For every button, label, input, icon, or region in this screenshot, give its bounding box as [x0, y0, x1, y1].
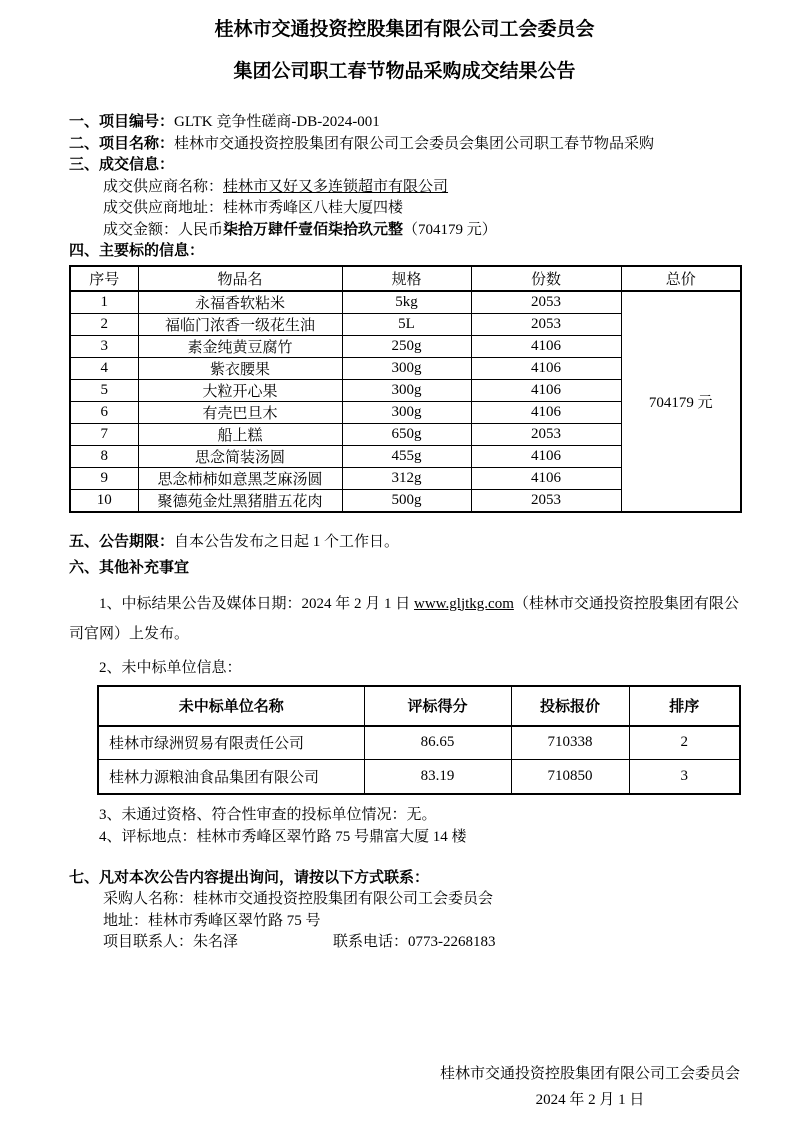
deal-amount-line — [69, 220, 740, 242]
section-contact-heading: 七、凡对本次公告内容提出询问，请按以下方式联系： — [69, 869, 430, 886]
losers-header-rank: 排序 — [629, 686, 740, 726]
supplier-name-label: 成交供应商名称： — [103, 178, 224, 195]
contact-person-label: 项目联系人： — [103, 934, 194, 950]
address-label: 地址： — [103, 912, 149, 929]
deal-amount-prefix: 人民币 — [178, 221, 224, 238]
purchaser-value: 桂林市交通投资控股集团有限公司工会委员会 — [193, 891, 494, 907]
losers-header-score: 评标得分 — [364, 686, 511, 726]
contact-person-value: 朱名泽 — [193, 934, 239, 950]
other-item-3: 3、未通过资格、符合性审查的投标单位情况：无。 — [99, 806, 437, 823]
contact-line — [69, 932, 740, 954]
signature-date: 2024 年 2 月 1 日 — [535, 1091, 645, 1108]
table-row: 桂林力源粮油食品集团有限公司 83.19 710850 3 — [98, 760, 740, 794]
other-item-2: 2、未中标单位信息： — [99, 659, 242, 676]
doc-title: 桂林市交通投资控股集团有限公司工会委员会 — [214, 19, 595, 40]
address-value: 桂林市秀峰区翠竹路 75 号 — [148, 912, 321, 929]
items-total-price-cell: 704179 元 — [621, 291, 741, 512]
losers-header-price: 投标报价 — [511, 686, 629, 726]
notice-period-value: 自本公告发布之日起 1 个工作日。 — [174, 533, 400, 550]
other-item-4: 4、评标地点：桂林市秀峰区翠竹路 75 号鼎富大厦 14 楼 — [99, 828, 467, 845]
table-row: 7 船上糕 650g 2053 — [70, 423, 741, 445]
table-row: 4 紫衣腰果 300g 4106 — [70, 357, 741, 379]
project-name-label: 二、项目名称： — [69, 135, 175, 152]
project-number-value: GLTK 竞争性磋商-DB-2024-001 — [174, 114, 380, 130]
items-table — [69, 265, 742, 513]
deal-amount-words: 柒拾万肆仟壹佰柒拾玖元整 — [223, 221, 404, 238]
supplier-name-line — [69, 177, 740, 199]
table-row: 6 有壳巴旦木 300g 4106 — [70, 401, 741, 423]
section-project-number — [69, 112, 740, 134]
project-name-value: 桂林市交通投资控股集团有限公司工会委员会集团公司职工春节物品采购 — [174, 135, 655, 152]
official-site-link[interactable]: www.gljtkg.com — [414, 595, 514, 612]
items-header-index: 序号 — [70, 266, 138, 291]
section-deal-info-heading: 三、成交信息： — [69, 157, 175, 173]
table-row: 1 永福香软粘米 5kg 2053 704179 元 — [70, 291, 741, 314]
supplier-address-label: 成交供应商地址： — [103, 200, 224, 216]
deal-amount-label: 成交金额： — [103, 221, 179, 238]
supplier-address-line — [69, 198, 740, 220]
other-item-1-suffix: （桂林市交通投资控股集团有限公司官网）上发布。 — [69, 595, 739, 642]
doc-subtitle: 集团公司职工春节物品采购成交结果公告 — [233, 61, 576, 82]
signature-block — [69, 1061, 740, 1113]
section-project-name — [69, 134, 740, 156]
section-notice-period — [69, 532, 740, 554]
table-row: 5 大粒开心果 300g 4106 — [70, 379, 741, 401]
losers-header-name: 未中标单位名称 — [98, 686, 364, 726]
table-row: 8 思念简装汤圆 455g 4106 — [70, 445, 741, 467]
losers-table — [97, 685, 741, 795]
project-number-label: 一、项目编号： — [69, 114, 175, 130]
items-header-name: 物品名 — [138, 266, 342, 291]
signature-org: 桂林市交通投资控股集团有限公司工会委员会 — [439, 1065, 740, 1082]
items-header-spec: 规格 — [342, 266, 471, 291]
losers-table-header-row — [98, 686, 740, 726]
table-row: 桂林市绿洲贸易有限责任公司 86.65 710338 2 — [98, 726, 740, 760]
section-items-heading: 四、主要标的信息： — [69, 243, 205, 259]
supplier-address-value: 桂林市秀峰区八桂大厦四楼 — [223, 200, 404, 216]
table-row: 3 素金纯黄豆腐竹 250g 4106 — [70, 335, 741, 357]
table-row: 9 思念柿柿如意黑芝麻汤圆 312g 4106 — [70, 467, 741, 489]
items-header-total: 总价 — [621, 266, 741, 291]
contact-phone-value: 0773-2268183 — [408, 934, 496, 950]
other-item-1 — [69, 589, 740, 649]
address-line — [69, 911, 740, 933]
notice-period-label: 五、公告期限： — [69, 533, 175, 550]
contact-phone-label: 联系电话： — [333, 934, 409, 950]
table-row: 2 福临门浓香一级花生油 5L 2053 — [70, 313, 741, 335]
items-table-header-row — [70, 266, 741, 291]
deal-amount-digits: （704179 元） — [403, 221, 497, 238]
supplier-name-value: 桂林市又好又多连锁超市有限公司 — [223, 178, 449, 195]
items-header-count: 份数 — [471, 266, 621, 291]
purchaser-label: 采购人名称： — [103, 891, 194, 907]
table-row: 10 聚德苑金灶黑猪腊五花肉 500g 2053 — [70, 489, 741, 512]
purchaser-line — [69, 889, 740, 911]
section-other-heading: 六、其他补充事宜 — [69, 560, 190, 576]
other-item-1-prefix: 1、中标结果公告及媒体日期：2024 年 2 月 1 日 — [99, 595, 415, 612]
